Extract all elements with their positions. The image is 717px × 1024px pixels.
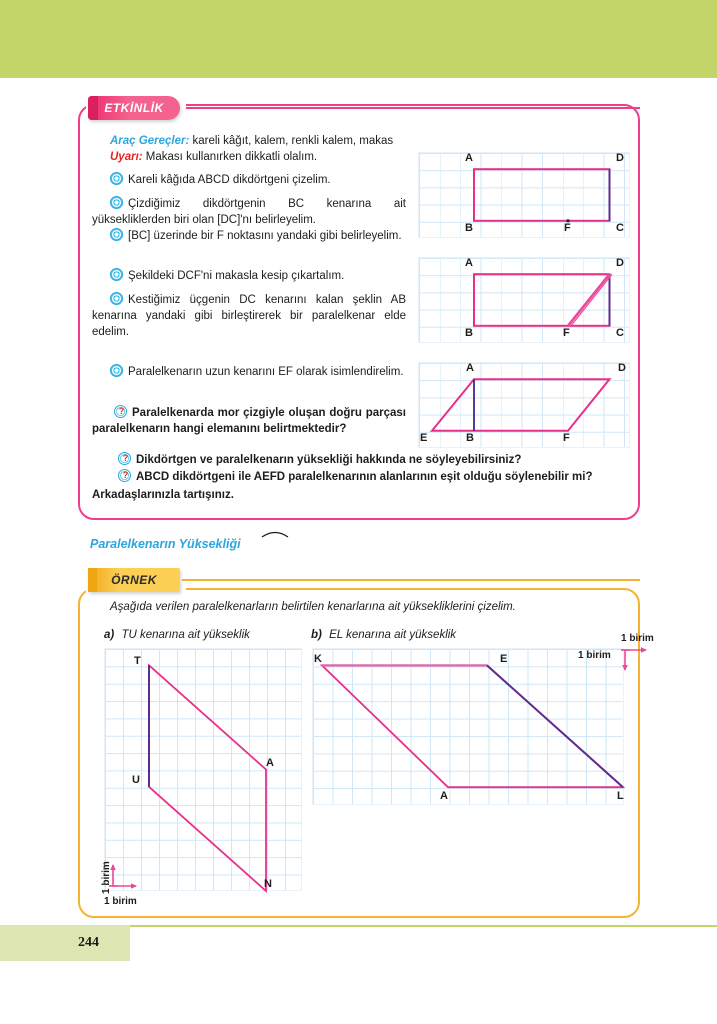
example-badge-connector-line [182, 579, 640, 581]
figure-a-unit-label-horizontal: 1 birim [104, 896, 137, 907]
figure3-label-A: A [466, 362, 474, 374]
example-badge-label: ÖRNEK [111, 573, 157, 587]
activity-step-3-text: [BC] üzerinde bir F noktasını yandaki gibi belirleyelim. [128, 230, 402, 242]
activity-step-2 [92, 196, 406, 228]
activity-step-5 [92, 292, 406, 340]
figure1-label-B: B [465, 222, 473, 234]
figure-b-unit-marker-icon [618, 646, 658, 678]
figure2-label-D: D [616, 257, 624, 269]
figure3-label-F: F [563, 432, 570, 444]
figure3-label-E: E [420, 432, 428, 444]
spiral-bullet-icon [110, 228, 123, 241]
figure-b-unit-label-top: 1 birim [621, 633, 654, 644]
activity-step-6-text: Paralelkenarın uzun kenarını EF olarak isimlendirelim. [128, 366, 404, 378]
question-bullet-icon [118, 469, 131, 482]
example-item-b-marker: b) [311, 629, 322, 641]
question-bullet-icon [114, 405, 127, 418]
example-item-b-text: EL kenarına ait yükseklik [329, 629, 457, 641]
tools-label: Araç Gereçler: [110, 135, 190, 147]
activity-step-5-text: Kestiğimiz üçgenin DC kenarını kalan şeklin AB kenarına yandaki gibi birleştirerek bir paralelkenar elde edelim. [92, 294, 406, 338]
spiral-bullet-icon [110, 268, 123, 281]
footer-strip [0, 925, 130, 961]
spiral-bullet-icon [110, 172, 123, 185]
question-bullet-icon [118, 452, 131, 465]
activity-step-4-text: Şekildeki DCF'ni makasla kesip çıkartalım. [128, 270, 345, 282]
figure2-label-B: B [465, 327, 473, 339]
warning-label: Uyarı: [110, 151, 143, 163]
figure1-label-A: A [465, 152, 473, 164]
figure-rectangle-abcd [418, 152, 630, 238]
figure-b-label-E: E [500, 653, 508, 665]
example-item-a-marker: a) [104, 629, 115, 641]
activity-question-2-text: Dikdörtgen ve paralelkenarın yüksekliği hakkında ne söyleyebilirsiniz? [136, 454, 522, 466]
figure-a-label-U: U [132, 774, 140, 786]
example-item-b [311, 629, 456, 641]
activity-step-3 [92, 228, 406, 244]
activity-question-1 [92, 405, 406, 437]
activity-question-3 [96, 469, 636, 485]
top-decorative-band [0, 0, 717, 78]
figure2-label-A: A [465, 257, 473, 269]
figure-a-label-N: N [264, 878, 272, 890]
figure-a-label-T: T [134, 655, 141, 667]
figure-parallelogram-tuna [104, 648, 302, 891]
activity-closing: Arkadaşlarınızla tartışınız. [92, 489, 234, 501]
activity-question-2 [96, 452, 636, 468]
tools-line [110, 133, 430, 149]
footer-rule [130, 925, 717, 927]
warning-text: Makası kullanırken dikkatli olalım. [142, 151, 318, 163]
spiral-bullet-icon [110, 196, 123, 209]
arc-notation-icon [262, 530, 288, 538]
figure-a-unit-label-vertical: 1 birim [101, 861, 112, 894]
figure1-label-F: F [564, 222, 571, 234]
activity-question-3-text: ABCD dikdörtgeni ile AEFD paralelkenarının alanlarının eşit olduğu söylenebilir mi? [136, 471, 593, 483]
figure-b-unit-label-side: 1 birim [578, 650, 611, 661]
example-item-a [104, 629, 250, 641]
figure3-label-D: D [618, 362, 626, 374]
figure-parallelogram-aefd [418, 362, 630, 448]
activity-badge-label: ETKİNLİK [104, 101, 164, 115]
activity-step-4 [110, 268, 410, 284]
warning-line [110, 149, 430, 165]
example-intro: Aşağıda verilen paralelkenarların belirtilen kenarlarına ait yüksekliklerini çizelim. [110, 601, 516, 613]
figure-rectangle-abcd-with-cut [418, 257, 630, 343]
page-number: 244 [78, 935, 99, 950]
figure1-label-C: C [616, 222, 624, 234]
activity-step-2-text: Çizdiğimiz dikdörtgenin BC kenarına ait yüksekliklerden biri olan [DC]'nı belirleyelim. [92, 198, 406, 226]
example-badge [88, 568, 180, 592]
figure2-label-F: F [563, 327, 570, 339]
activity-step-1-text: Kareli kâğıda ABCD dikdörtgeni çizelim. [128, 174, 331, 186]
figure-a-label-A: A [266, 757, 274, 769]
activity-badge [88, 96, 180, 120]
activity-step-6 [92, 364, 406, 380]
figure-b-label-L: L [617, 790, 624, 802]
tools-text: kareli kâğıt, kalem, renkli kalem, makas [189, 135, 394, 147]
figure1-label-D: D [616, 152, 624, 164]
activity-step-1 [110, 172, 406, 188]
activity-badge-connector-line [182, 107, 640, 109]
page-footer [0, 925, 717, 961]
figure2-label-C: C [616, 327, 624, 339]
activity-question-1-text: Paralelkenarda mor çizgiyle oluşan doğru parçası paralelkenarın hangi elemanını belirtmektedir? [92, 407, 406, 435]
figure-parallelogram-keal [312, 648, 624, 805]
spiral-bullet-icon [110, 364, 123, 377]
figure3-label-B: B [466, 432, 474, 444]
example-item-a-text: TU kenarına ait yükseklik [121, 629, 250, 641]
figure-b-label-K: K [314, 653, 322, 665]
spiral-bullet-icon [110, 292, 123, 305]
section-heading: Paralelkenarın Yüksekliği [90, 537, 241, 551]
figure-b-label-A: A [440, 790, 448, 802]
